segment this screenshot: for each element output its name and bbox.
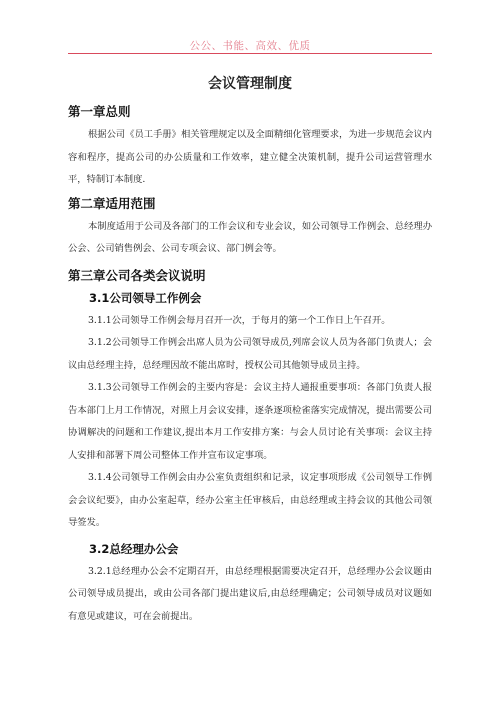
chapter-1-heading: 第一章总则 [68,104,131,119]
chapter-2-heading: 第二章适用范围 [68,195,156,211]
section-3-1-1-paragraph: 3.1.1公司领导工作例会每月召开一次，于每月的第一个工作日上午召开。 [88,314,391,326]
chapter-2-paragraph: 本制度适用于公司及各部门的工作会议和专业会议，如公司领导工作例会、总经理办公会、公司销售例会、公司专项会议、部门例会等。 [68,220,432,254]
document-body [68,72,432,628]
header-slogan: 公公、书能、高效、优质 [189,40,311,52]
section-3-1-3-paragraph: 3.1.3公司领导工作例会的主要内容是：会议主持人通报重要事项：各部门负责人报告本部门上月工作情况，对照上月会议安排，逐条逐项检雀落实完成情况，提出需要公司协调解决的问题和工作建议,提出本月工作安排方案：与会人员讨论有关事项：会议主持人安排和部署下周公司整体工作并宣布议定事项。 [68,382,432,461]
section-3-2-heading: 3.2总经理办公会 [89,541,179,556]
document-title: 会议管理制度 [208,76,292,92]
header-divider [68,53,432,54]
section-3-1-heading: 3.1公司领导工作例会 [89,290,202,305]
section-3-1-4-paragraph: 3.1.4公司领导工作例会由办公室负责组织和记录，议定事项形成《公司领导工作例会会议纪要》，由办公室起草，经办公室主任审核后，由总经理或主持会议的其他公司领导签发。 [68,472,432,528]
chapter-3-heading: 第三章公司各类会议说明 [68,267,206,283]
section-3-2-1-paragraph: 3.2.1总经理办公会不定期召开，由总经理根据需要决定召开，总经理办公会议题由公司领导成员提出，或由公司各部门提出建议后,由总经理确定；公司领导成员对议题如有意见或建议，可在会前提出。 [68,565,432,622]
section-3-1-2-paragraph: 3.1.2公司领导工作例会出席人员为公司领导成员,列席会议人员为各部门负责人；会议由总经理主持，总经理因故不能出席时，授权公司其他领导成员主持。 [68,337,432,371]
chapter-1-paragraph: 根据公司《员工手册》相关管理规定以及全面精细化管理要求，为进一步规范会议内容和程序，提高公司的办公质量和工作效率，建立健全决策机制，提升公司运营管理水平，特制订本制度. [68,129,432,185]
